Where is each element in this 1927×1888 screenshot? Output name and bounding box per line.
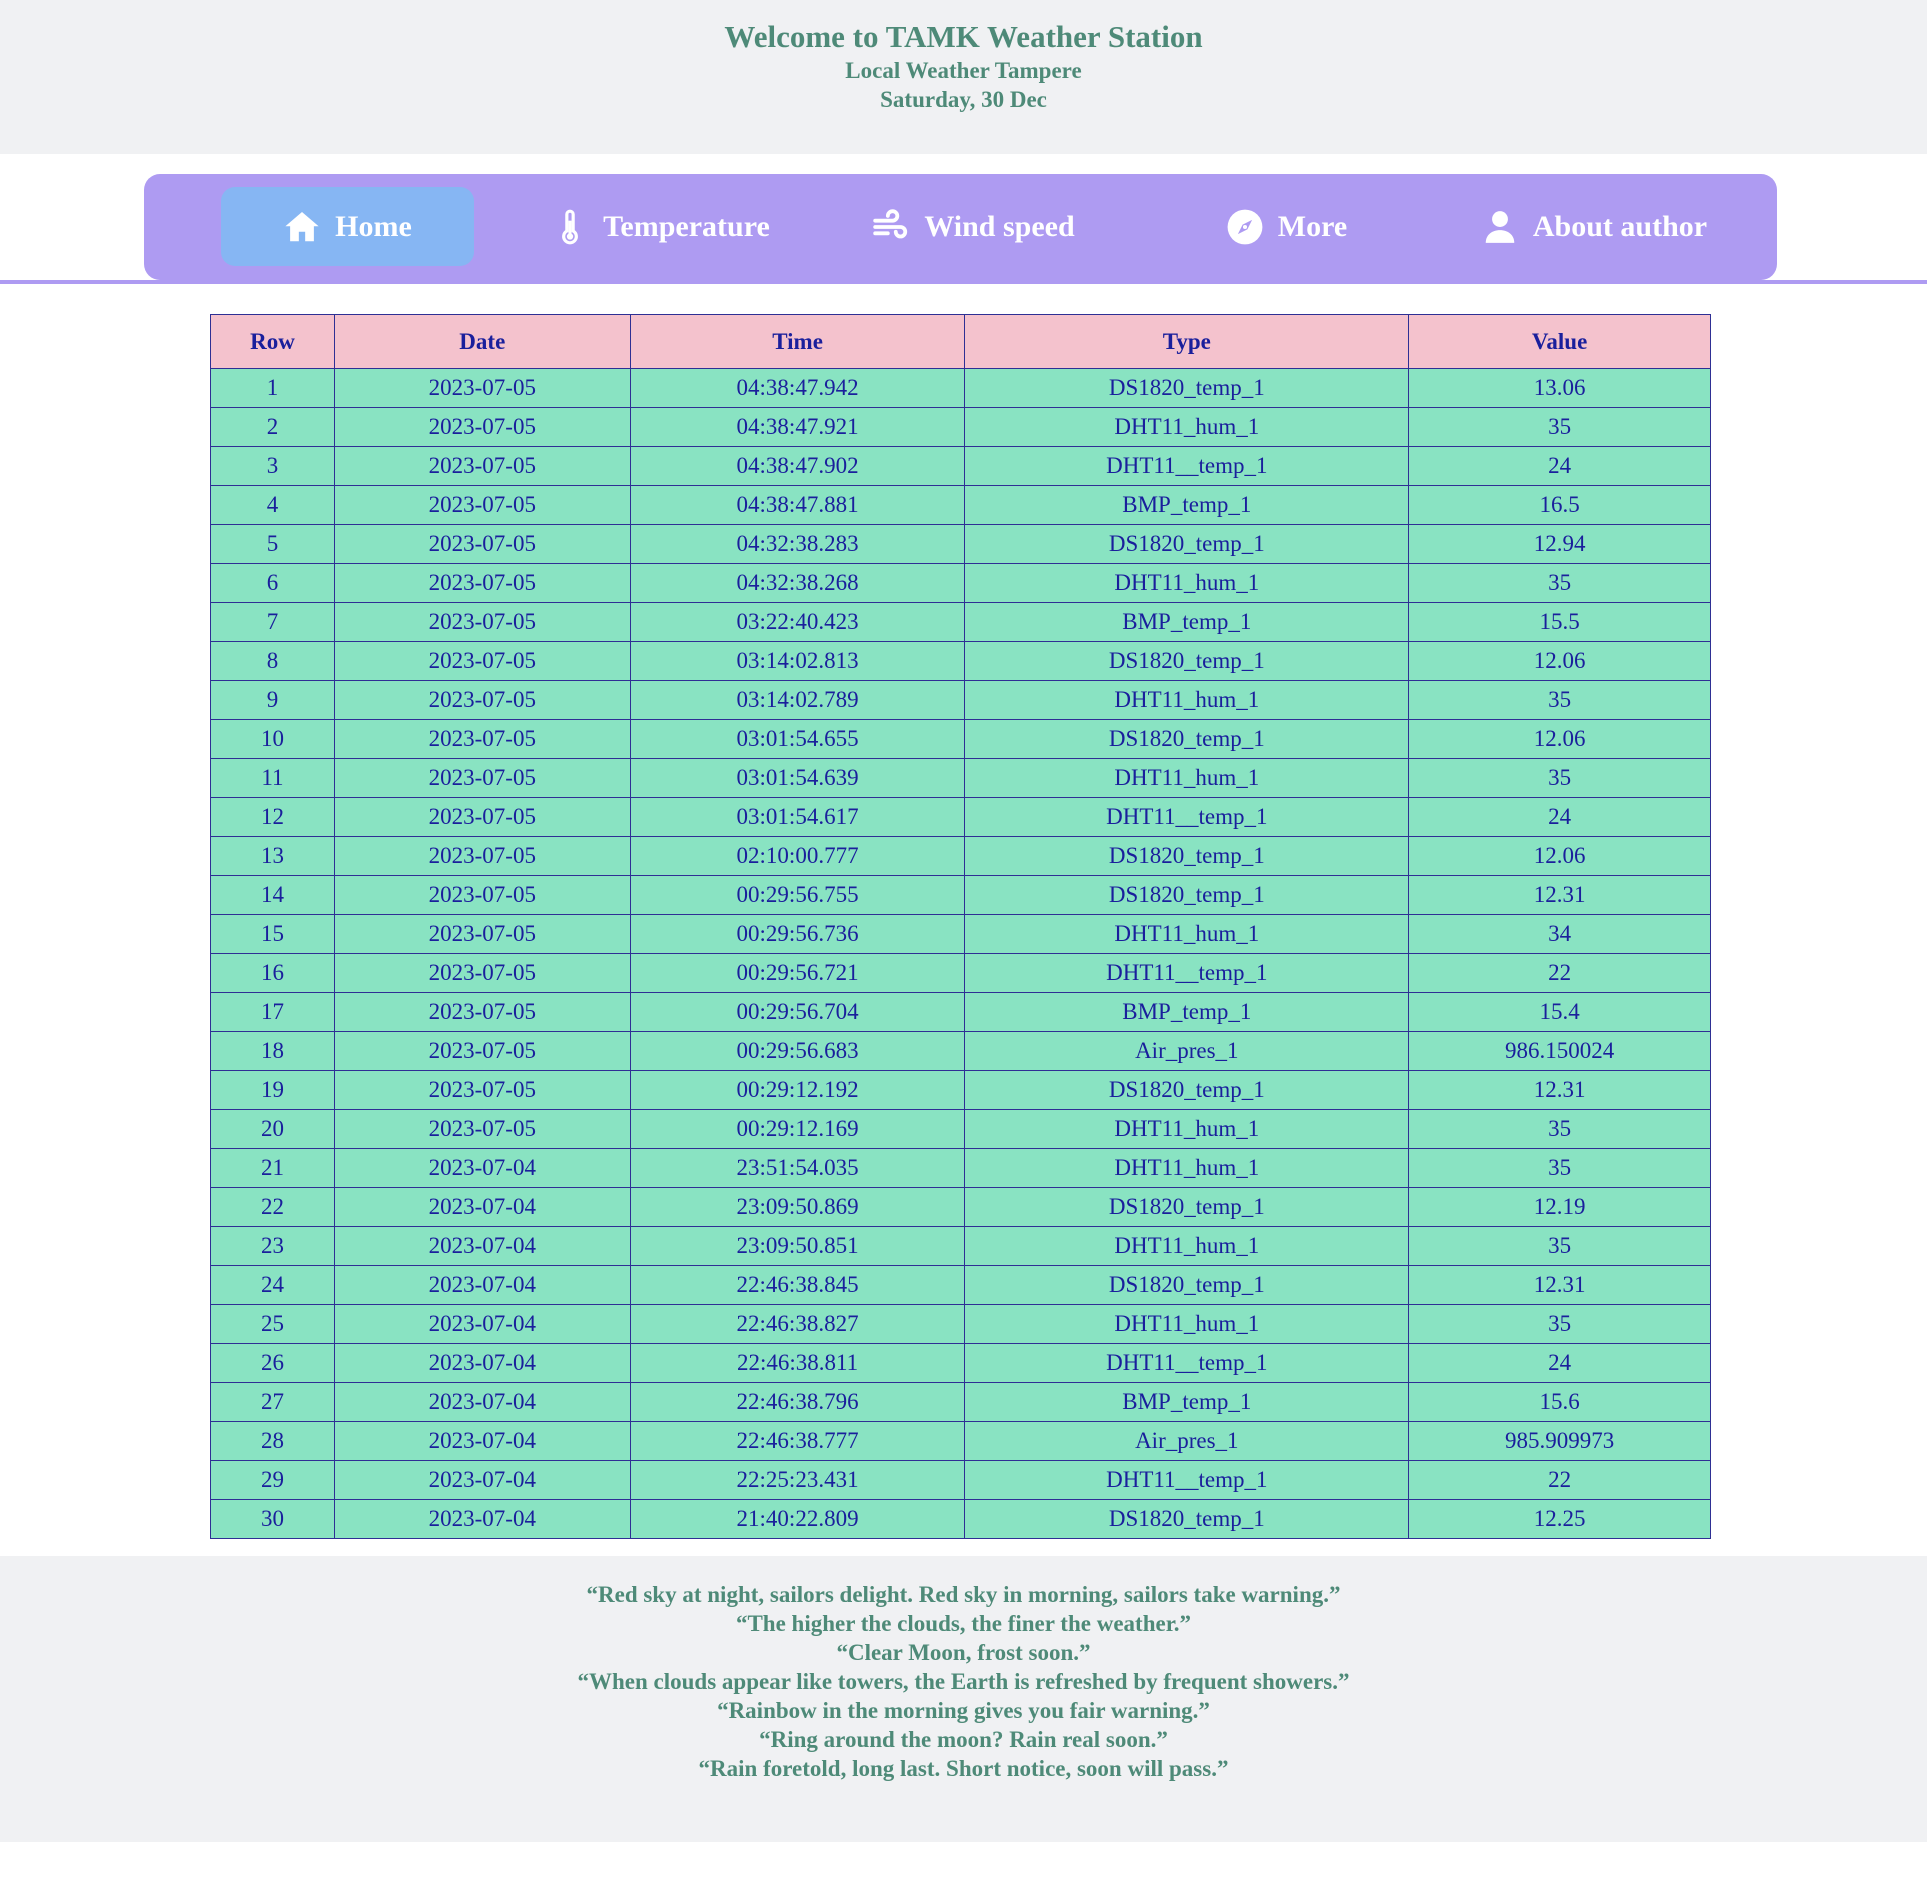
table-row: [211, 1344, 1711, 1383]
nav-about-author[interactable]: [1444, 187, 1744, 266]
quote: “The higher the clouds, the finer the weather.”: [735, 1611, 1192, 1636]
cell-type: DHT11__temp_1: [965, 954, 1409, 993]
cell-type: DS1820_temp_1: [965, 876, 1409, 915]
column-header-time: Time: [630, 315, 965, 369]
nav-more[interactable]: [1160, 187, 1413, 266]
table-row: [211, 993, 1711, 1032]
cell-value: 22: [1409, 1461, 1711, 1500]
thermometer-icon: [551, 208, 589, 246]
cell-date: 2023-07-05: [334, 564, 630, 603]
cell-value: 35: [1409, 681, 1711, 720]
cell-date: 2023-07-04: [334, 1461, 630, 1500]
cell-row: 10: [211, 720, 335, 759]
table-row: [211, 837, 1711, 876]
cell-row: 27: [211, 1383, 335, 1422]
cell-time: 03:01:54.639: [630, 759, 965, 798]
cell-type: DS1820_temp_1: [965, 642, 1409, 681]
table-row: [211, 876, 1711, 915]
cell-date: 2023-07-05: [334, 447, 630, 486]
wind-icon: [872, 208, 910, 246]
cell-row: 26: [211, 1344, 335, 1383]
cell-date: 2023-07-05: [334, 837, 630, 876]
navbar: [144, 174, 1777, 280]
cell-value: 35: [1409, 1227, 1711, 1266]
cell-date: 2023-07-05: [334, 642, 630, 681]
column-header-date: Date: [334, 315, 630, 369]
cell-row: 3: [211, 447, 335, 486]
cell-value: 22: [1409, 954, 1711, 993]
cell-time: 00:29:56.755: [630, 876, 965, 915]
page-header: [0, 0, 1927, 154]
cell-row: 16: [211, 954, 335, 993]
cell-value: 15.6: [1409, 1383, 1711, 1422]
cell-type: DS1820_temp_1: [965, 720, 1409, 759]
table-row: [211, 1032, 1711, 1071]
cell-value: 12.06: [1409, 642, 1711, 681]
table-row: [211, 720, 1711, 759]
cell-type: DS1820_temp_1: [965, 369, 1409, 408]
table-row: [211, 486, 1711, 525]
cell-date: 2023-07-04: [334, 1500, 630, 1539]
nav-more-label: More: [1277, 209, 1348, 243]
cell-date: 2023-07-04: [334, 1383, 630, 1422]
cell-time: 00:29:56.683: [630, 1032, 965, 1071]
cell-time: 03:01:54.617: [630, 798, 965, 837]
cell-date: 2023-07-05: [334, 759, 630, 798]
cell-value: 12.06: [1409, 837, 1711, 876]
table-row: [211, 447, 1711, 486]
cell-time: 03:14:02.813: [630, 642, 965, 681]
cell-date: 2023-07-05: [334, 798, 630, 837]
table-row: [211, 759, 1711, 798]
cell-time: 04:38:47.942: [630, 369, 965, 408]
cell-value: 13.06: [1409, 369, 1711, 408]
cell-date: 2023-07-04: [334, 1266, 630, 1305]
cell-type: DHT11__temp_1: [965, 1344, 1409, 1383]
cell-time: 00:29:12.192: [630, 1071, 965, 1110]
cell-time: 22:46:38.827: [630, 1305, 965, 1344]
cell-time: 02:10:00.777: [630, 837, 965, 876]
page-subtitle: Local Weather Tampere: [845, 58, 1082, 83]
table-body: [211, 369, 1711, 1539]
cell-date: 2023-07-05: [334, 1110, 630, 1149]
cell-value: 15.5: [1409, 603, 1711, 642]
table-row: [211, 1110, 1711, 1149]
quote: “Clear Moon, frost soon.”: [836, 1640, 1091, 1665]
cell-value: 24: [1409, 1344, 1711, 1383]
cell-row: 25: [211, 1305, 335, 1344]
column-header-row: Row: [211, 315, 335, 369]
cell-date: 2023-07-04: [334, 1422, 630, 1461]
table-header-row: [211, 315, 1711, 369]
cell-row: 30: [211, 1500, 335, 1539]
cell-time: 22:46:38.845: [630, 1266, 965, 1305]
cell-row: 5: [211, 525, 335, 564]
table-row: [211, 1149, 1711, 1188]
user-icon: [1481, 208, 1519, 246]
cell-row: 11: [211, 759, 335, 798]
cell-value: 15.4: [1409, 993, 1711, 1032]
cell-value: 35: [1409, 1305, 1711, 1344]
cell-date: 2023-07-05: [334, 408, 630, 447]
nav-home[interactable]: [221, 187, 474, 266]
cell-value: 12.31: [1409, 876, 1711, 915]
nav-temperature[interactable]: [534, 187, 787, 266]
cell-value: 24: [1409, 447, 1711, 486]
cell-row: 12: [211, 798, 335, 837]
nav-wrapper: [0, 154, 1927, 284]
cell-value: 35: [1409, 1149, 1711, 1188]
table-row: [211, 525, 1711, 564]
cell-row: 13: [211, 837, 335, 876]
cell-value: 24: [1409, 798, 1711, 837]
cell-time: 03:14:02.789: [630, 681, 965, 720]
cell-time: 22:46:38.777: [630, 1422, 965, 1461]
cell-value: 35: [1409, 1110, 1711, 1149]
cell-date: 2023-07-04: [334, 1188, 630, 1227]
table-row: [211, 954, 1711, 993]
cell-time: 00:29:56.736: [630, 915, 965, 954]
cell-time: 03:22:40.423: [630, 603, 965, 642]
quote: “Rain foretold, long last. Short notice, soon will pass.”: [698, 1756, 1229, 1781]
main-content: [0, 284, 1927, 1556]
cell-type: DS1820_temp_1: [965, 837, 1409, 876]
cell-value: 34: [1409, 915, 1711, 954]
cell-row: 17: [211, 993, 335, 1032]
cell-date: 2023-07-05: [334, 603, 630, 642]
cell-type: DHT11_hum_1: [965, 915, 1409, 954]
table-row: [211, 603, 1711, 642]
cell-time: 23:09:50.851: [630, 1227, 965, 1266]
cell-date: 2023-07-05: [334, 525, 630, 564]
cell-value: 986.150024: [1409, 1032, 1711, 1071]
cell-type: DHT11_hum_1: [965, 408, 1409, 447]
cell-time: 00:29:56.704: [630, 993, 965, 1032]
table-row: [211, 681, 1711, 720]
page-date: Saturday, 30 Dec: [880, 87, 1047, 112]
cell-date: 2023-07-04: [334, 1344, 630, 1383]
cell-time: 04:38:47.881: [630, 486, 965, 525]
cell-time: 00:29:12.169: [630, 1110, 965, 1149]
cell-type: DHT11_hum_1: [965, 1149, 1409, 1188]
cell-time: 22:46:38.796: [630, 1383, 965, 1422]
cell-type: DS1820_temp_1: [965, 1266, 1409, 1305]
home-icon: [283, 208, 321, 246]
cell-date: 2023-07-05: [334, 1032, 630, 1071]
cell-date: 2023-07-04: [334, 1149, 630, 1188]
table-row: [211, 369, 1711, 408]
cell-time: 22:25:23.431: [630, 1461, 965, 1500]
cell-value: 985.909973: [1409, 1422, 1711, 1461]
cell-time: 04:32:38.283: [630, 525, 965, 564]
cell-date: 2023-07-05: [334, 1071, 630, 1110]
weather-data-table: [210, 314, 1711, 1539]
cell-type: DHT11_hum_1: [965, 1305, 1409, 1344]
cell-type: BMP_temp_1: [965, 486, 1409, 525]
cell-date: 2023-07-05: [334, 954, 630, 993]
nav-wind-speed[interactable]: [847, 187, 1100, 266]
cell-value: 12.31: [1409, 1266, 1711, 1305]
cell-value: 12.06: [1409, 720, 1711, 759]
cell-type: DHT11_hum_1: [965, 681, 1409, 720]
cell-type: DHT11_hum_1: [965, 1110, 1409, 1149]
cell-time: 22:46:38.811: [630, 1344, 965, 1383]
cell-type: DS1820_temp_1: [965, 1188, 1409, 1227]
table-row: [211, 915, 1711, 954]
quote: “Red sky at night, sailors delight. Red sky in morning, sailors take warning.”: [586, 1582, 1341, 1607]
quote: “When clouds appear like towers, the Earth is refreshed by frequent showers.”: [577, 1669, 1350, 1694]
cell-date: 2023-07-05: [334, 486, 630, 525]
table-row: [211, 1227, 1711, 1266]
cell-date: 2023-07-05: [334, 915, 630, 954]
cell-type: Air_pres_1: [965, 1032, 1409, 1071]
cell-type: DHT11_hum_1: [965, 1227, 1409, 1266]
cell-value: 12.31: [1409, 1071, 1711, 1110]
nav-temperature-label: Temperature: [603, 209, 770, 243]
cell-row: 4: [211, 486, 335, 525]
cell-value: 12.25: [1409, 1500, 1711, 1539]
cell-row: 18: [211, 1032, 335, 1071]
table-row: [211, 642, 1711, 681]
cell-date: 2023-07-05: [334, 369, 630, 408]
cell-time: 00:29:56.721: [630, 954, 965, 993]
table-row: [211, 564, 1711, 603]
cell-type: BMP_temp_1: [965, 1383, 1409, 1422]
cell-type: BMP_temp_1: [965, 993, 1409, 1032]
nav-home-label: Home: [335, 209, 412, 243]
cell-row: 6: [211, 564, 335, 603]
cell-row: 15: [211, 915, 335, 954]
cell-value: 35: [1409, 759, 1711, 798]
cell-date: 2023-07-05: [334, 720, 630, 759]
table-row: [211, 1461, 1711, 1500]
table-row: [211, 798, 1711, 837]
cell-value: 12.94: [1409, 525, 1711, 564]
nav-divider: [0, 280, 1927, 284]
cell-time: 04:38:47.921: [630, 408, 965, 447]
cell-row: 19: [211, 1071, 335, 1110]
cell-row: 2: [211, 408, 335, 447]
nav-about-author-label: About author: [1532, 209, 1708, 243]
cell-row: 23: [211, 1227, 335, 1266]
cell-date: 2023-07-05: [334, 876, 630, 915]
page-title: Welcome to TAMK Weather Station: [724, 19, 1203, 54]
cell-time: 23:51:54.035: [630, 1149, 965, 1188]
cell-time: 03:01:54.655: [630, 720, 965, 759]
cell-row: 7: [211, 603, 335, 642]
cell-type: DS1820_temp_1: [965, 1500, 1409, 1539]
cell-type: DHT11__temp_1: [965, 1461, 1409, 1500]
cell-type: DS1820_temp_1: [965, 1071, 1409, 1110]
cell-row: 14: [211, 876, 335, 915]
cell-row: 22: [211, 1188, 335, 1227]
column-header-value: Value: [1409, 315, 1711, 369]
cell-row: 9: [211, 681, 335, 720]
cell-date: 2023-07-05: [334, 993, 630, 1032]
cell-row: 20: [211, 1110, 335, 1149]
cell-row: 29: [211, 1461, 335, 1500]
cell-type: DHT11__temp_1: [965, 447, 1409, 486]
cell-row: 21: [211, 1149, 335, 1188]
cell-date: 2023-07-05: [334, 681, 630, 720]
table-row: [211, 1422, 1711, 1461]
cell-type: DHT11_hum_1: [965, 564, 1409, 603]
cell-type: DHT11__temp_1: [965, 798, 1409, 837]
quote: “Ring around the moon? Rain real soon.”: [759, 1727, 1168, 1752]
table-row: [211, 1305, 1711, 1344]
table-row: [211, 1500, 1711, 1539]
cell-type: BMP_temp_1: [965, 603, 1409, 642]
cell-row: 28: [211, 1422, 335, 1461]
cell-time: 04:38:47.902: [630, 447, 965, 486]
nav-wind-speed-label: Wind speed: [924, 209, 1075, 243]
table-row: [211, 408, 1711, 447]
cell-date: 2023-07-04: [334, 1227, 630, 1266]
cell-row: 24: [211, 1266, 335, 1305]
cell-value: 35: [1409, 564, 1711, 603]
cell-time: 21:40:22.809: [630, 1500, 965, 1539]
cell-date: 2023-07-04: [334, 1305, 630, 1344]
table-row: [211, 1266, 1711, 1305]
cell-value: 12.19: [1409, 1188, 1711, 1227]
cell-time: 04:32:38.268: [630, 564, 965, 603]
cell-row: 8: [211, 642, 335, 681]
quote: “Rainbow in the morning gives you fair warning.”: [717, 1698, 1210, 1723]
cell-type: Air_pres_1: [965, 1422, 1409, 1461]
cell-time: 23:09:50.869: [630, 1188, 965, 1227]
table-row: [211, 1188, 1711, 1227]
table-row: [211, 1071, 1711, 1110]
compass-icon: [1226, 208, 1264, 246]
cell-type: DS1820_temp_1: [965, 525, 1409, 564]
footer: [0, 1556, 1927, 1842]
cell-row: 1: [211, 369, 335, 408]
cell-value: 16.5: [1409, 486, 1711, 525]
cell-type: DHT11_hum_1: [965, 759, 1409, 798]
table-row: [211, 1383, 1711, 1422]
column-header-type: Type: [965, 315, 1409, 369]
cell-value: 35: [1409, 408, 1711, 447]
